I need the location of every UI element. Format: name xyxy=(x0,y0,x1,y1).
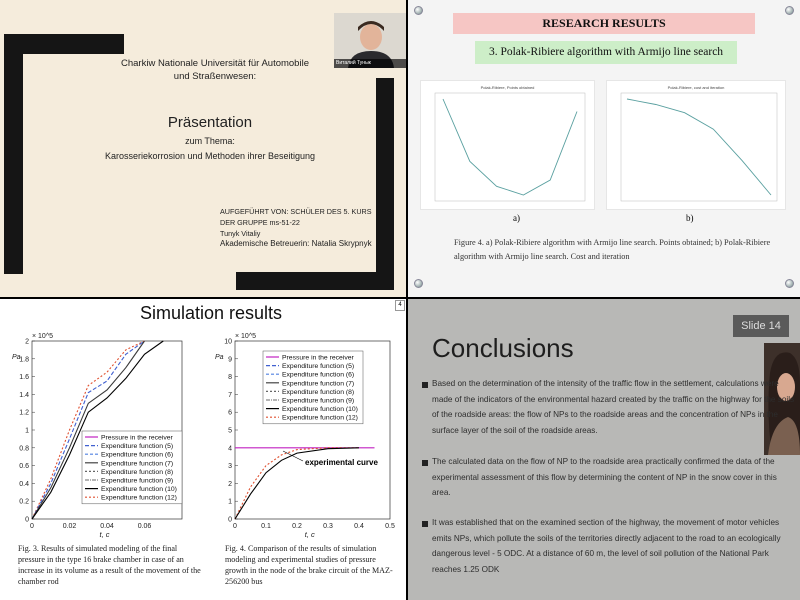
chart-points xyxy=(420,80,595,210)
y-tick-label: 7 xyxy=(228,391,232,399)
x-tick-label: 0.2 xyxy=(292,523,302,530)
chart-cost xyxy=(606,80,786,210)
y-axis-label: Pa xyxy=(215,354,224,361)
slide-conclusions xyxy=(408,299,800,600)
bullet-marker xyxy=(422,460,428,466)
slide-title-german xyxy=(0,0,406,297)
group: DER GRUPPE ms-51-22 xyxy=(220,218,300,227)
fig4-chart xyxy=(205,323,405,548)
legend-entry: Expenditure function (7) xyxy=(282,380,355,388)
legend-entry: Expenditure function (8) xyxy=(282,388,355,396)
x-tick-label: 0 xyxy=(233,523,237,530)
chart-points-plot xyxy=(421,81,596,211)
y-tick-label: 2 xyxy=(228,480,232,488)
legend-entry: Expenditure function (10) xyxy=(101,486,177,494)
slide-label: Slide 14 xyxy=(733,315,789,337)
figure-caption: Figure 4. a) Polak-Ribiere algorithm with Armijo line search. Points obtained; b) Polak-Ribiere algorithm with Armijo line search. Cost and iteration xyxy=(454,238,771,261)
x-tick-label: 0.04 xyxy=(100,523,114,530)
x-axis-label: t, c xyxy=(304,530,315,539)
supervisor: Akademische Betreuerin: Natalia Skrypnyk xyxy=(220,239,372,248)
legend-entry: Expenditure function (6) xyxy=(101,451,174,459)
y-tick-label: 1.2 xyxy=(19,409,29,417)
decor-bar xyxy=(236,272,394,290)
x-tick-label: 0.06 xyxy=(137,523,152,530)
x-tick-label: 0.5 xyxy=(385,523,395,530)
legend-entry: Expenditure function (9) xyxy=(282,397,355,405)
topic: Karosseriekorrosion und Methoden ihrer Beseitigung xyxy=(104,151,316,161)
y-tick-label: 0.6 xyxy=(19,463,29,471)
performed-by: AUFGEFÜHRT VON: SCHÜLER DES 5. KURS xyxy=(220,207,372,216)
y-tick-label: 0.8 xyxy=(19,445,29,453)
y-tick-label: 5 xyxy=(228,427,232,435)
chart-title: Polak-Ribiere, Points obtained xyxy=(480,85,535,90)
y-tick-label: 0.4 xyxy=(19,480,29,488)
y-tick-label: 2 xyxy=(25,338,29,346)
y-tick-label: 6 xyxy=(228,409,232,417)
slide-research-results xyxy=(408,0,800,297)
bullet-marker xyxy=(422,521,428,527)
subtitle: zum Thema: xyxy=(185,136,235,146)
y-tick-label: 8 xyxy=(228,374,232,382)
y-tick-label: 4 xyxy=(228,445,232,453)
legend-entry: Expenditure function (5) xyxy=(282,363,355,371)
series-line xyxy=(627,99,771,195)
decor-bar xyxy=(376,78,394,290)
decor-bar xyxy=(4,34,23,274)
bolt-icon xyxy=(785,6,794,15)
page-title: Präsentation xyxy=(167,114,253,131)
y-tick-label: 1.8 xyxy=(19,356,29,364)
page-title: Simulation results xyxy=(140,303,283,323)
bullet-marker xyxy=(422,382,428,388)
legend-entry: Expenditure function (6) xyxy=(282,371,355,379)
fig4-caption: Fig. 4. Comparison of the results of simulation modeling and experimental studies of pressure growth in the node of the brake circuit of the MAZ-256200 bus xyxy=(225,544,393,586)
series-line xyxy=(443,99,577,195)
label-a: a) xyxy=(513,213,520,223)
university-name: Charkiw Nationale Universität für Automobile und Straßenwesen: xyxy=(121,58,309,82)
webcam-feed xyxy=(334,13,406,68)
conclusion-item: Based on the determination of the intensity of the traffic flow in the settlement, calculations were made of the indicators of the environmental hazard created by the traffic on the highway for the soils of the roadside areas: the flow of NPs to the roadside areas and the concentration of NPs in the surface layer of the soil of the roadside areas. xyxy=(432,379,795,435)
bolt-icon xyxy=(414,6,423,15)
y-tick-label: 9 xyxy=(228,356,232,364)
experimental-curve-label: experimental curve xyxy=(305,458,378,467)
y-tick-label: 0 xyxy=(228,516,232,524)
legend-entry: Expenditure function (8) xyxy=(101,468,174,476)
y-tick-label: 0 xyxy=(25,516,29,524)
legend-entry: Expenditure function (12) xyxy=(282,414,358,422)
legend-entry: Expenditure function (5) xyxy=(101,443,174,451)
bolt-icon xyxy=(414,279,423,288)
x-tick-label: 0 xyxy=(30,523,34,530)
y-tick-label: 3 xyxy=(228,463,232,471)
fig3-caption: Fig. 3. Results of simulated modeling of the final pressure in the type 16 brake chamber in case of an increase in its volume as a result of the movement of the chamber rod xyxy=(18,544,201,586)
section-title: 3. Polak-Ribiere algorithm with Armijo line search xyxy=(475,41,737,64)
y-tick-label: 1 xyxy=(228,498,232,506)
x-tick-label: 0.4 xyxy=(354,523,364,530)
y-tick-label: 10 xyxy=(224,338,232,346)
label-b: b) xyxy=(686,213,694,223)
student-name: Tunyk Vitaliy xyxy=(220,229,261,238)
y-multiplier: × 10^5 xyxy=(32,333,53,340)
chart-cost-plot xyxy=(607,81,787,211)
page-title: Conclusions xyxy=(432,333,574,363)
legend-entry: Pressure in the receiver xyxy=(282,354,354,362)
bolt-icon xyxy=(785,279,794,288)
x-tick-label: 0.1 xyxy=(261,523,271,530)
conclusion-item: The calculated data on the flow of NP to the roadside area practically confirmed the data of the experimental assessment of this flow by determining the content of NP in the snow cover in this area. xyxy=(432,457,777,497)
y-tick-label: 1 xyxy=(25,427,29,435)
conclusion-item: It was established that on the examined section of the highway, the movement of motor vehicles emits NPs, which pollute the soils of the territories directly adjacent to the road to an ecologically dangerous level - 5 ODC. At a distance of 60 m, the level of soil pollution of the National Park reaches 1.25 ODK xyxy=(432,518,781,574)
legend-entry: Expenditure function (7) xyxy=(101,460,174,468)
chart-title: Polak-Ribiere, cost and iteration xyxy=(667,85,725,90)
fig3-chart xyxy=(0,323,200,548)
legend-entry: Expenditure function (9) xyxy=(101,477,174,485)
x-axis-label: t, c xyxy=(99,530,110,539)
slide-simulation-results xyxy=(0,299,406,600)
x-tick-label: 0.02 xyxy=(62,523,77,530)
x-tick-label: 0.3 xyxy=(323,523,333,530)
y-multiplier: × 10^5 xyxy=(235,333,256,340)
banner: RESEARCH RESULTS xyxy=(453,13,755,34)
y-axis-label: Pa xyxy=(12,354,21,361)
legend-entry: Expenditure function (12) xyxy=(101,494,177,502)
y-tick-label: 1.6 xyxy=(19,374,29,382)
y-tick-label: 0.2 xyxy=(19,498,29,506)
page-number: 4 xyxy=(395,300,405,311)
legend-entry: Pressure in the receiver xyxy=(101,434,173,442)
webcam-name: Виталий Тунык xyxy=(334,59,406,68)
y-tick-label: 1.4 xyxy=(19,391,29,399)
legend-entry: Expenditure function (10) xyxy=(282,406,358,414)
